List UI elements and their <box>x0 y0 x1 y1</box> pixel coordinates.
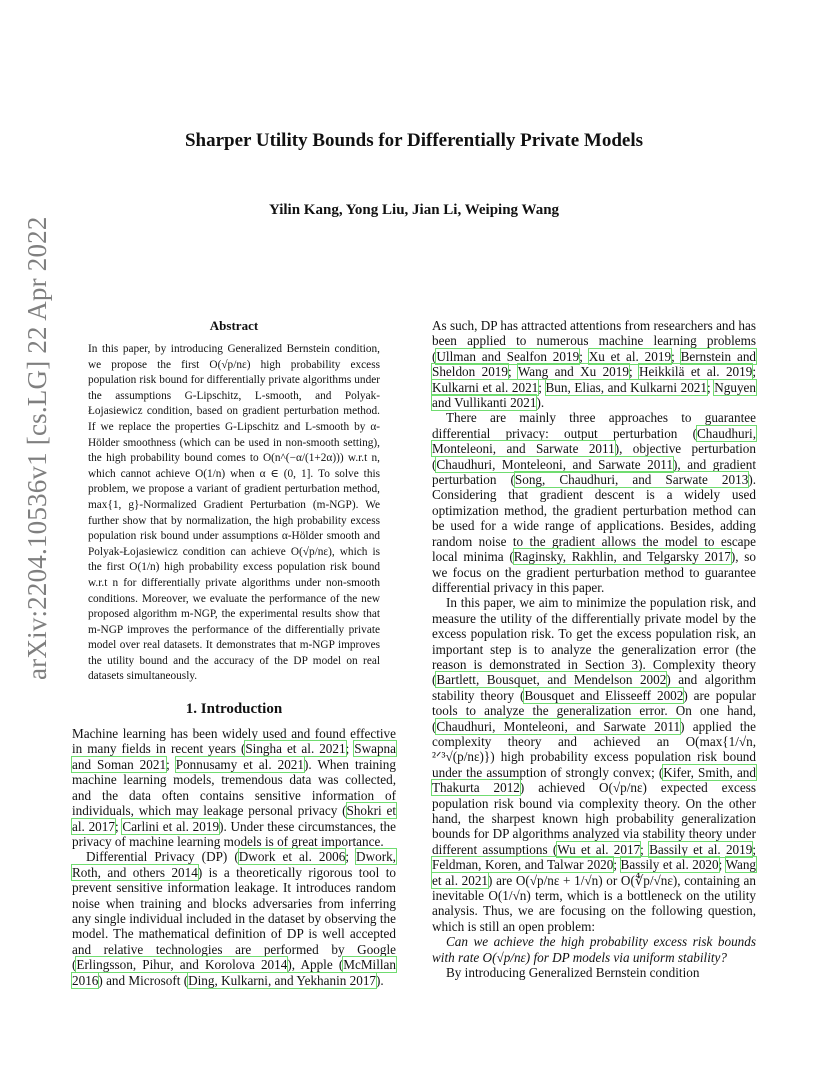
citation-link[interactable]: Bassily et al. 2019 <box>649 841 753 857</box>
intro-paragraph-1: Machine learning has been widely used and found effective in many fields in recent years (Singha et al. 2021; Swapna and Soman 2021; Ponnusamy et al. 2021). When training machine learning models, tremendous data was collected, and the data often contains sensitive information of individuals, which may leakage personal privacy (Shokri et al. 2017; Carlini et al. 2019). Under these circumstances, the privacy of machine learning models is of great importance. <box>72 726 396 849</box>
introduction-heading: 1. Introduction <box>185 701 283 718</box>
citation-link[interactable]: Nguyen and Vullikanti 2021 <box>432 379 756 411</box>
citation-link[interactable]: Singha et al. 2021 <box>245 741 346 757</box>
citation-link[interactable]: Bartlett, Bousquet, and Mendelson 2002 <box>436 672 667 688</box>
citation-link[interactable]: Carlini et al. 2019 <box>122 818 220 834</box>
citation-link[interactable]: Chaudhuri, Monteleoni, and Sarwate 2011 <box>436 718 681 734</box>
citation-link[interactable]: Xu et al. 2019 <box>588 348 672 364</box>
citation-link[interactable]: Raginsky, Rakhlin, and Telgarsky 2017 <box>513 549 731 565</box>
citation-link[interactable]: Shokri et al. 2017 <box>72 803 396 834</box>
citation-link[interactable]: Dwork, Roth, and others 2014 <box>72 849 396 880</box>
citation-link[interactable]: Bernstein and Sheldon 2019 <box>432 348 757 380</box>
citation-link[interactable]: Chaudhuri, Monteleoni, and Sarwate 2011 <box>436 456 673 472</box>
citation-link[interactable]: Feldman, Koren, and Talwar 2020 <box>432 857 614 873</box>
citation-link[interactable]: Song, Chaudhuri, and Sarwate 2013 <box>514 472 749 488</box>
citation-link[interactable]: Wang et al. 2021 <box>432 857 757 888</box>
open-question: Can we achieve the high probability excess risk bounds with rate O(√p/nε) for DP models via uniform stability? <box>432 934 756 965</box>
citation-link[interactable]: Erlingsson, Pihur, and Korolova 2014 <box>76 957 288 973</box>
right-paragraph-3: In this paper, we aim to minimize the population risk, and measure the utility of the differentially private model by the excess population risk. To get the excess population risk, an important step is to analyze the generalization error (the reason is demonstrated in Section 3). Complexity theory (Bartlett, Bousquet, and Mendelson 2002) and algorithm stability theory (Bousquet and Elisseeff 2002) are popular tools to analyze the generalization error. On one hand, (Chaudhuri, Monteleoni, and Sarwate 2011) applied the complexity theory and achieved an O(max{1/√n, ²ᐟ³√(p/nε)}) high probability excess population risk bound under the assumption of strongly convex; (Kifer, Smith, and Thakurta 2012) achieved O(√p/nε) expected excess population risk bound via complexity theory. On the other hand, the sharpest known high probability generalization bounds for DP algorithms analyzed via stability theory under different assumptions (Wu et al. 2017; Bassily et al. 2019; Feldman, Koren, and Talwar 2020; Bassily et al. 2020; Wang et al. 2021) are O(√p/nε + 1/√n) or O(∜p/√nε), containing an inevitable O(1/√n) term, which is a bottleneck on the utility analysis. Thus, we are focusing on the following question, which is still an open problem: <box>432 595 757 934</box>
citation-link[interactable]: Bun, Elias, and Kulkarni 2021 <box>545 379 707 395</box>
citation-link[interactable]: Dwork et al. 2006 <box>238 849 346 865</box>
arxiv-identifier-stamp: arXiv:2204.10536v1 [cs.LG] 22 Apr 2022 <box>22 216 52 680</box>
citation-link[interactable]: Chaudhuri, Monteleoni, and Sarwate 2011 <box>432 425 756 457</box>
right-column <box>432 318 756 980</box>
citation-link[interactable]: Bousquet and Elisseeff 2002 <box>524 687 684 703</box>
intro-paragraph-2: Differential Privacy (DP) (Dwork et al. 2006; Dwork, Roth, and others 2014) is a theoretically rigorous tool to prevent sensitive information leakage. It introduces random noise when training and blocks adversaries from inferring any single individual included in the dataset by observing the model. The mathematical definition of DP is well accepted and relative technologies are performed by Google (Erlingsson, Pihur, and Korolova 2014), Apple (McMillan 2016) and Microsoft (Ding, Kulkarni, and Yekhanin 2017). <box>72 849 396 988</box>
paper-authors: Yilin Kang, Yong Liu, Jian Li, Weiping Wang <box>268 202 560 218</box>
citation-link[interactable]: Ponnusamy et al. 2021 <box>175 756 304 772</box>
citation-link[interactable]: Heikkilä et al. 2019 <box>639 364 753 380</box>
abstract-body: In this paper, by introducing Generalized Bernstein condition, we propose the first O(√p/nε) high probability excess population risk bound for differentially private algorithms under the assumptions G-Lipschitz, L-smooth, and Polyak-Łojasiewicz condition, based on gradient perturbation method. If we replace the properties G-Lipschitz and L-smooth by α-Hölder smoothness (which can be used in non-smooth setting), the high probability bound comes to O(n^(−α/(1+2α))) w.r.t n, which cannot achieve O(1/n) when α ∈ (0, 1]. To solve this problem, we propose a variant of gradient perturbation method, max{1, g}-Normalized Gradient Perturbation (m-NGP). We further show that by normalization, the high probability excess population risk bound under assumptions α-Hölder smooth and Polyak-Łojasiewicz condition can achieve O(√p/nε), which is the first O(1/n) high probability excess population risk bound w.r.t n for differentially private algorithms under non-smooth conditions. Moreover, we evaluate the performance of the new proposed algorithm m-NGP, the experimental results show that m-NGP improves the performance of the differentially private model over real datasets. It demonstrates that m-NGP improves the utility bound and the accuracy of the DP model on real datasets simultaneously. <box>88 343 380 683</box>
citation-link[interactable]: Wang and Xu 2019 <box>517 364 629 380</box>
abstract-heading: Abstract <box>209 318 259 333</box>
right-paragraph-1: As such, DP has attracted attentions from researchers and has been applied to numerous machine learning problems (Ullman and Sealfon 2019; Xu et al. 2019; Bernstein and Sheldon 2019; Wang and Xu 2019; Heikkilä et al. 2019; Kulkarni et al. 2021; Bun, Elias, and Kulkarni 2021; Nguyen and Vullikanti 2021). <box>432 318 757 411</box>
right-paragraph-4: By introducing Generalized Bernstein condition <box>446 965 700 981</box>
citation-link[interactable]: Kifer, Smith, and Thakurta 2012 <box>432 764 756 796</box>
citation-link[interactable]: Swapna and Soman 2021 <box>72 741 396 772</box>
citation-link[interactable]: Ullman and Sealfon 2019 <box>436 348 580 364</box>
right-paragraph-2: There are mainly three approaches to guarantee differential privacy: output perturbation (Chaudhuri, Monteleoni, and Sarwate 2011), objective perturbation (Chaudhuri, Monteleoni, and Sarwate 2011), and gradient perturbation (Song, Chaudhuri, and Sarwate 2013). Considering that gradient descent is a widely used optimization method, the gradient perturbation method can be used for a wide range of applications. Besides, adding random noise to the gradient allows the model to escape local minima (Raginsky, Rakhlin, and Telgarsky 2017), so we focus on the gradient perturbation method to guarantee differential privacy in this paper. <box>432 410 757 595</box>
citation-link[interactable]: McMillan 2016 <box>72 957 396 988</box>
citation-link[interactable]: Ding, Kulkarni, and Yekhanin 2017 <box>188 972 377 988</box>
citation-link[interactable]: Kulkarni et al. 2021 <box>432 379 539 395</box>
citation-link[interactable]: Wu et al. 2017 <box>557 841 641 857</box>
paper-title: Sharper Utility Bounds for Differentially Private Models <box>184 130 644 151</box>
citation-link[interactable]: Bassily et al. 2020 <box>620 857 719 873</box>
left-column <box>72 318 396 988</box>
